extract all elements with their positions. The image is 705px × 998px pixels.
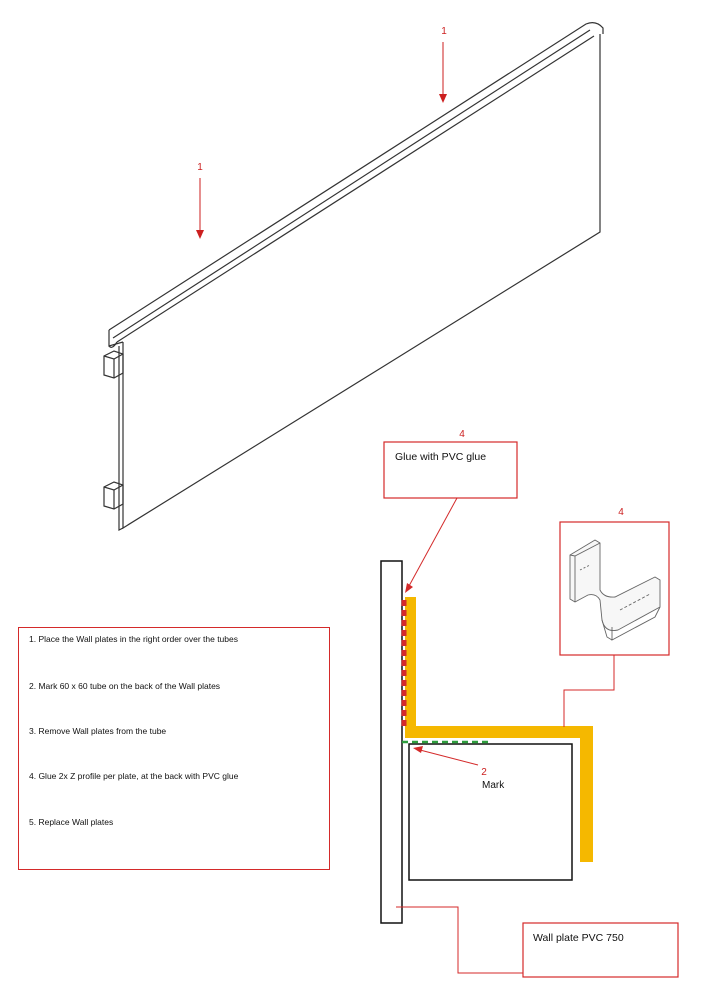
instruction-steps [18,627,330,870]
tube-stub-lower [104,482,123,509]
wall-plate-label: Wall plate PVC 750 [533,932,624,944]
mark-label: Mark [482,780,505,791]
step-1: 1. Place the Wall plates in the right order over the tubes [29,634,238,644]
step-2: 2. Mark 60 x 60 tube on the back of the Wall plates [29,681,221,691]
step-4: 4. Glue 2x Z profile per plate, at the back with PVC glue [29,771,239,781]
callout-number: 4 [618,507,624,518]
glue-callout [384,429,517,593]
wall-plate-section [381,561,402,923]
callout-number: 1 [197,162,203,173]
tube-section [409,744,572,880]
callout-number: 4 [459,429,465,440]
callout-1-top [439,26,447,103]
z-profile-detail-callout [560,507,669,727]
wall-plate-face [123,34,600,528]
tube-stub-upper [104,351,123,378]
step-3: 3. Remove Wall plates from the tube [29,726,167,736]
glue-label: Glue with PVC glue [395,451,487,463]
callout-1-left [196,162,204,239]
callout-number: 1 [441,26,447,37]
callout-number: 2 [481,767,487,778]
wall-plate-drawing [104,23,603,530]
step-5: 5. Replace Wall plates [29,817,114,827]
wall-plate-callout [396,907,678,977]
